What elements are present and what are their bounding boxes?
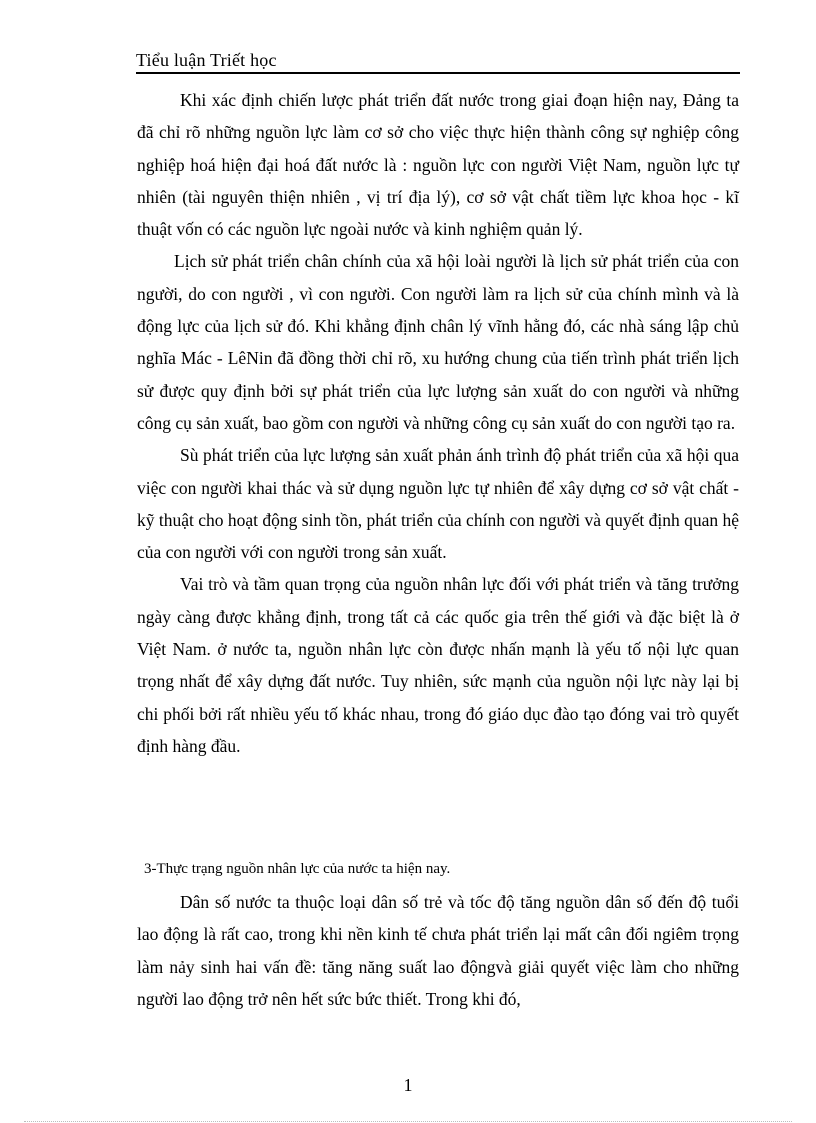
header-title: Tiểu luận Triết học <box>136 50 277 70</box>
paragraph-history: Lịch sử phát triển chân chính của xã hội loài người là lịch sử phát triển của con người, do con người , vì con người. Con người làm ra lịch sử của chính mình và là động lực của lịch sử đó. Khi khẳng định chân lý vĩnh hằng đó, các nhà sáng lập chủ nghĩa Mác - LêNin đã đồng thời chỉ rõ, xu hướng chung của tiến trình phát triển lịch sử được quy định bởi sự phát triển của lực lượng sản xuất do con người và những công cụ sản xuất, bao gồm con người và những công cụ sản xuất do con người tạo ra. <box>137 251 739 433</box>
body-text <box>137 84 739 762</box>
page-header <box>136 48 740 74</box>
paragraph-production-forces: Sù phát triển của lực lượng sản xuất phản ánh trình độ phát triển của xã hội qua việc con người khai thác và sử dụng nguồn lực tự nhiên để xây dựng cơ sở vật chất - kỹ thuật cho hoạt động sinh tồn, phát triển của chính con người và quyết định quan hệ của con người với con người trong sản xuất. <box>137 445 739 563</box>
paragraph-human-resources-role: Vai trò và tầm quan trọng của nguồn nhân lực đối với phát triển và tăng trưởng ngày càng được khẳng định, trong tất cả các quốc gia trên thế giới và đặc biệt là ở Việt Nam. ở nước ta, nguồn nhân lực còn được nhấn mạnh là yếu tố nội lực quan trọng nhất để xây dựng đất nước. Tuy nhiên, sức mạnh của nguồn nội lực này lại bị chi phối bởi rất nhiều yếu tố khác nhau, trong đó giáo dục đào tạo đóng vai trò quyết định hàng đầu. <box>137 574 739 756</box>
page-bottom-edge <box>24 1121 792 1122</box>
paragraph-strategy: Khi xác định chiến lược phát triển đất nước trong giai đoạn hiện nay, Đảng ta đã chỉ rõ những nguồn lực làm cơ sở cho việc thực hiện thành công sự nghiệp công nghiệp hoá hiện đại hoá đất nước là : nguồn lực con người Việt Nam, nguồn lực tự nhiên (tài nguyên thiện nhiên , vị trí địa lý), cơ sở vật chất tiềm lực khoa học - kĩ thuật vốn có các nguồn lực ngoài nước và kinh nghiệm quản lý. <box>137 90 739 240</box>
section-body <box>137 886 739 1015</box>
section-heading: 3-Thực trạng nguồn nhân lực của nước ta hiện nay. <box>144 861 451 877</box>
paragraph-population: Dân số nước ta thuộc loại dân số trẻ và tốc độ tăng nguồn dân số đến độ tuổi lao động là rất cao, trong khi nền kinh tế chưa phát triển lại mất cân đối ngiêm trọng làm nảy sinh hai vấn đề: tăng năng suất lao độngvà giải quyết việc làm cho những người lao động trở nên hết sức bức thiết. Trong khi đó, <box>137 892 739 1009</box>
page-number: 1 <box>403 1075 413 1095</box>
